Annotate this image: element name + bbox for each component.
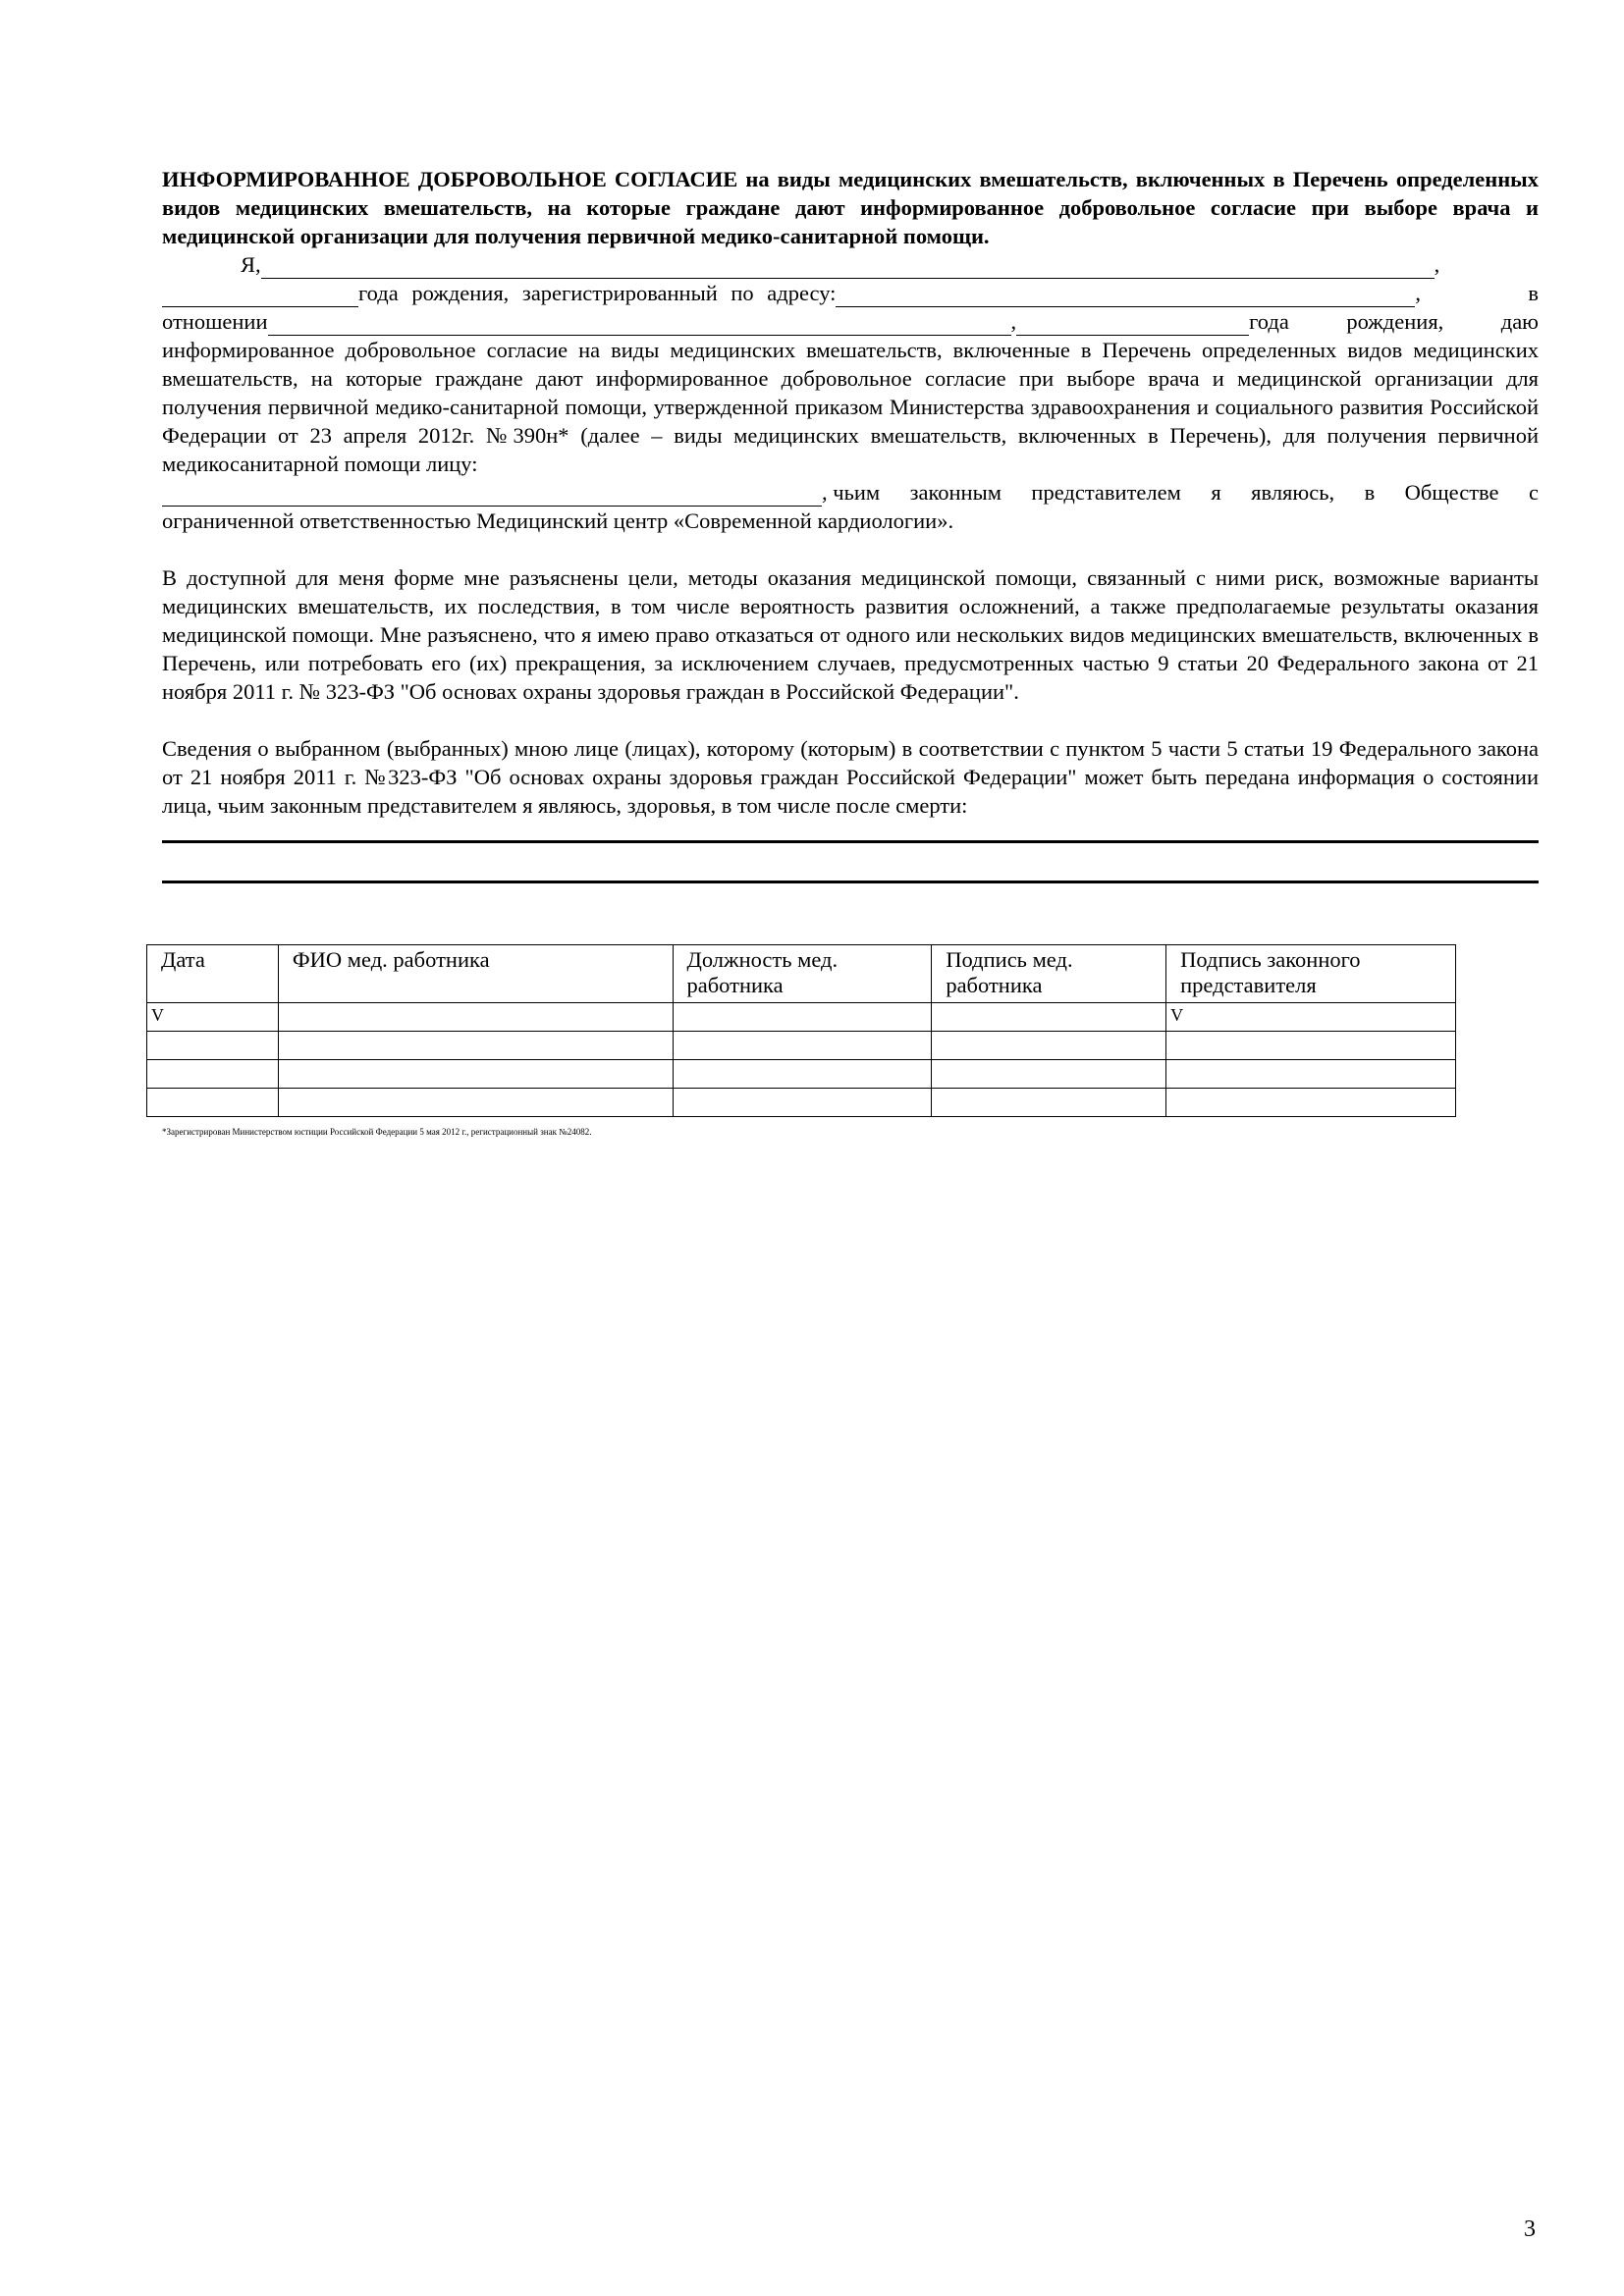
ya-label: Я, <box>241 252 261 277</box>
rep-word-7: с <box>1529 480 1539 505</box>
page-number: 3 <box>1524 2216 1536 2242</box>
persons-blank-line-2[interactable] <box>162 881 1539 883</box>
organization-line: ограниченной ответственностью Медицинский центр «Современной кардиологии». <box>162 508 954 533</box>
worker-position-cell[interactable] <box>673 1032 932 1060</box>
worker-position-cell[interactable] <box>673 1060 932 1089</box>
table-row <box>147 1089 1456 1117</box>
table-header-row <box>147 945 1456 1003</box>
document-heading: ИНФОРМИРОВАННОЕ ДОБРОВОЛЬНОЕ СОГЛАСИЕ на виды медицинских вмешательств, включенных в Перечень определенных видов медицинских вмешательств, на которые граждане дают информированное добровольное согласие при выборе врача и медицинской организации для получения первичной медико-санитарной помощи. <box>162 167 1539 248</box>
full-name-blank[interactable] <box>261 256 1435 279</box>
rep-word-0: , чьим <box>822 480 881 505</box>
worker-name-cell[interactable] <box>278 1003 673 1032</box>
relation-birth-blank[interactable] <box>1016 313 1249 336</box>
consent-form <box>162 165 1539 883</box>
worker-signature-cell[interactable] <box>932 1032 1166 1060</box>
comma-text: , <box>1415 281 1422 305</box>
birth-address-line <box>162 279 1539 307</box>
header-date: Дата <box>147 945 279 1003</box>
worker-signature-cell[interactable] <box>932 1003 1166 1032</box>
worker-name-cell[interactable] <box>278 1089 673 1117</box>
worker-signature-cell[interactable] <box>932 1089 1166 1117</box>
representative-line <box>162 478 1539 507</box>
name-line <box>162 250 1539 279</box>
otnoshenii-label: отношении <box>162 309 268 334</box>
representative-signature-cell[interactable] <box>1166 1089 1456 1117</box>
worker-position-cell[interactable] <box>673 1089 932 1117</box>
worker-name-cell[interactable] <box>278 1032 673 1060</box>
birth-registered-label: года рождения, зарегистрированный по адресу: <box>358 281 837 305</box>
consent-text: информированное добровольное согласие на виды медицинских вмешательств, включенные в Перечень определенных видов медицинских вмешательств, на которые граждане дают информированное добровольное согласие при выборе врача и медицинской организации для получения первичной медико-санитарной помощи, утвержденной приказом Министерства здравоохранения и социального развития Российской Федерации от 23 апреля 2012г. №390н* (далее – виды медицинских вмешательств, включенных в Перечень), для получения первичной медикосанитарной помощи лицу: <box>162 338 1539 476</box>
worker-position-cell[interactable] <box>673 1003 932 1032</box>
signature-table <box>146 944 1456 1117</box>
rep-word-6: Обществе <box>1404 480 1499 505</box>
representative-signature-cell[interactable]: V <box>1166 1003 1456 1032</box>
explained-paragraph: В доступной для меня форме мне разъяснены цели, методы оказания медицинской помощи, связанный с ними риск, возможные варианты медицинских вмешательств, их последствия, в том числе вероятность развития осложнений, а также предполагаемые результаты оказания медицинской помощи. Мне разъяснено, что я имею право отказаться от одного или нескольких видов медицинских вмешательств, включенных в Перечень, или потребовать его (их) прекращения, за исключением случаев, предусмотренных частью 9 статьи 20 Федерального закона от 21 ноября 2011 г. № 323-ФЗ "Об основах охраны здоровья граждан в Российской Федерации". <box>162 565 1539 704</box>
header-worker-name: ФИО мед. работника <box>278 945 673 1003</box>
table-row <box>147 1003 1456 1032</box>
patient-name-blank[interactable] <box>162 484 822 507</box>
comma-text: , <box>1010 309 1017 334</box>
header-worker-signature: Подпись мед. работника <box>932 945 1166 1003</box>
representative-signature-cell[interactable] <box>1166 1032 1456 1060</box>
relation-line <box>162 307 1539 336</box>
representative-signature-cell[interactable] <box>1166 1060 1456 1089</box>
date-cell[interactable] <box>147 1060 279 1089</box>
worker-signature-cell[interactable] <box>932 1060 1166 1089</box>
birth-year-blank[interactable] <box>162 285 358 307</box>
table-row <box>147 1060 1456 1089</box>
comma-text: , <box>1434 252 1440 277</box>
header-representative-signature: Подпись законного представителя <box>1166 945 1456 1003</box>
address-blank[interactable] <box>836 285 1415 307</box>
date-cell[interactable] <box>147 1032 279 1060</box>
date-cell[interactable] <box>147 1089 279 1117</box>
header-worker-position: Должность мед. работника <box>673 945 932 1003</box>
rep-word-2: представителем <box>1031 480 1181 505</box>
rep-word-5: в <box>1364 480 1376 505</box>
birth-give-label: года рождения, даю <box>1249 309 1539 334</box>
relation-name-blank[interactable] <box>268 313 1011 336</box>
v-text: в <box>1528 281 1539 305</box>
rep-word-4: являюсь, <box>1251 480 1335 505</box>
rep-word-1: законным <box>909 480 1001 505</box>
table-row <box>147 1032 1456 1060</box>
worker-name-cell[interactable] <box>278 1060 673 1089</box>
date-cell[interactable]: V <box>147 1003 279 1032</box>
persons-paragraph: Сведения о выбранном (выбранных) мною лице (лицах), которому (которым) в соответствии с пунктом 5 части 5 статьи 19 Федерального закона от 21 ноября 2011 г. №323-ФЗ "Об основах охраны здоровья граждан Российской Федерации" может быть передана информация о состоянии лица, чьим законным представителем я являюсь, здоровья, в том числе после смерти: <box>162 736 1539 818</box>
rep-word-3: я <box>1211 480 1221 505</box>
footnote: *Зарегистрирован Министерством юстиции Российской Федерации 5 мая 2012 г., регистрационный знак №24082. <box>162 1127 592 1137</box>
